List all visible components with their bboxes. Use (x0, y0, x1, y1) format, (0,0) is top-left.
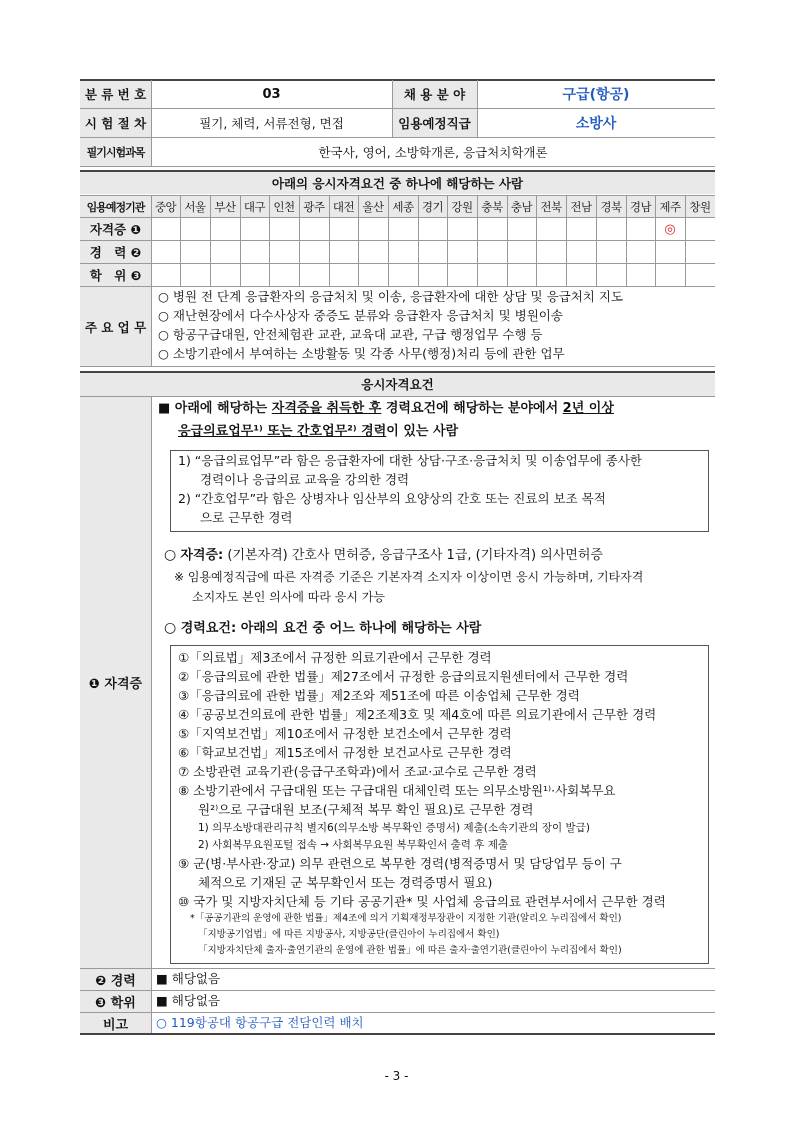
experience-item: ⑨ 군(병·부사관·장교) 의무 관련으로 복무한 경력(병적증명서 및 담당업무 등이 구 (178, 856, 622, 871)
region-name: 부산 (214, 199, 236, 214)
region-name: 충북 (481, 199, 503, 214)
region-mark (447, 264, 477, 286)
region-name: 중앙 (154, 199, 177, 214)
region-name: 창원 (689, 199, 711, 214)
duties-label: 주 요 업 무 (84, 319, 147, 335)
degree-label: ❸ 학위 (95, 996, 136, 1011)
region-mark (269, 218, 299, 240)
experience-item: ⑦ 소방관련 교육기관(응급구조학과)에서 조교·교수로 근무한 경력 (178, 764, 537, 779)
main-requirement-line2: 응급의료업무¹⁾ 또는 간호업무²⁾ 경력이 있는 사람 (178, 424, 459, 439)
region-mark (210, 218, 240, 240)
region-mark (596, 241, 626, 263)
definition-2-cont: 으로 근무한 경력 (200, 510, 293, 525)
region-name: 울산 (362, 199, 384, 214)
experience-footnote: 「지방자치단체 출자·출연기관의 운영에 관한 법률」에 따른 출자·출연기관(클린아이 누리집에서 확인) (198, 945, 622, 956)
experience-item-cont: 원²⁾으로 구급대원 보조(구체적 복무 확인 필요)로 근무한 경력 (198, 802, 534, 817)
cert-note-cont: 소지자도 본인 의사에 따라 응시 가능 (192, 590, 385, 604)
remark-value: ○ 119항공대 항공구급 전담인력 배치 (156, 1015, 364, 1030)
region-mark (269, 264, 299, 286)
region-name: 충남 (510, 199, 533, 214)
region-mark (626, 218, 655, 240)
rank-value: 소방사 (575, 116, 617, 132)
region-mark (566, 218, 596, 240)
field-value: 구급(항공) (562, 87, 630, 103)
region-mark (299, 241, 329, 263)
experience-item: ⑩ 국가 및 지방자치단체 등 기타 공공기관* 및 사업체 응급의료 관련부서에서 근무한 경력 (178, 894, 666, 909)
region-mark (477, 218, 507, 240)
region-mark (240, 218, 269, 240)
duty-item: ○ 소방기관에서 부여하는 소방활동 및 각종 사무(행정)처리 등에 관한 업무 (158, 346, 565, 361)
region-mark (180, 241, 210, 263)
experience-item: ②「응급의료에 관한 법률」제27조에서 규정한 응급의료지원센터에서 근무한 경력 (178, 669, 629, 684)
main-requirement-line1: ■ 아래에 해당하는 자격증을 취득한 후 경력요건에 해당하는 분야에서 2년 이상 (158, 401, 614, 416)
region-row-header: 임용예정기관 (86, 200, 145, 214)
page-number: - 3 - (384, 1069, 409, 1083)
region-mark (358, 241, 388, 263)
region-mark (566, 264, 596, 286)
region-mark (299, 264, 329, 286)
region-mark (358, 218, 388, 240)
definition-2: 2) “간호업무”라 함은 상병자나 임산부의 요양상의 간호 또는 진료의 보조 목적 (178, 491, 606, 506)
region-mark (685, 218, 715, 240)
experience-item: ⑥「학교보건법」제15조에서 규정한 보건교사로 근무한 경력 (178, 745, 512, 760)
region-mark (477, 241, 507, 263)
experience-subitem: 1) 의무소방대관리규칙 별지6(의무소방 복무확인 증명서) 제출(소속기관의 장이 발급) (198, 822, 590, 834)
region-mark (151, 241, 180, 263)
region-mark (507, 241, 536, 263)
region-name: 인천 (273, 199, 295, 214)
region-mark (210, 264, 240, 286)
region-mark (507, 264, 536, 286)
experience-item-cont: 체적으로 기재된 군 복무확인서 또는 경력증명서 필요) (198, 875, 493, 890)
duty-item: ○ 재난현장에서 다수사상자 중증도 분류와 응급환자 응급처치 및 병원이송 (158, 308, 563, 323)
subjects-label: 필기시험과목 (86, 146, 145, 159)
region-mark (240, 241, 269, 263)
definition-1-cont: 경력이나 응급의료 교육을 강의한 경력 (200, 472, 410, 487)
region-name: 광주 (303, 199, 325, 214)
region-mark (418, 218, 447, 240)
cert-label: ❶ 자격증 (88, 677, 143, 692)
circle-icon: ○ (164, 620, 177, 636)
career-label: ❷ 경력 (95, 974, 136, 989)
region-row-label: 경 력 ❷ (89, 245, 142, 260)
cert-line: ○ 자격증: (기본자격) 간호사 면허증, 응급구조사 1급, (기타자격) 의사면허증 (164, 547, 603, 563)
region-mark (655, 241, 685, 263)
region-name: 대전 (332, 199, 355, 214)
region-mark (388, 264, 418, 286)
region-name: 전남 (570, 199, 592, 214)
subjects-value: 한국사, 영어, 소방학개론, 응급처치학개론 (318, 145, 548, 160)
region-mark (566, 241, 596, 263)
experience-footnote: 「지방공기업법」에 따른 지방공사, 지방공단(클린아이 누리집에서 확인) (198, 929, 500, 940)
experience-item: ⑤「지역보건법」제10조에서 규정한 보건소에서 근무한 경력 (178, 726, 512, 741)
circle-icon: ○ (164, 547, 177, 563)
experience-item: ⑧ 소방기관에서 구급대원 또는 구급대원 대체인력 또는 의무소방원¹⁾·사회복무요 (178, 783, 616, 798)
region-mark (180, 264, 210, 286)
region-mark (329, 241, 358, 263)
region-name: 서울 (184, 199, 206, 214)
class-no-value: 03 (262, 86, 281, 102)
region-name: 경남 (629, 199, 652, 214)
requirements-title: 응시자격요건 (361, 377, 434, 392)
experience-item: ④「공공보건의료에 관한 법률」제2조제3호 및 제4호에 따른 의료기관에서 근무한 경력 (178, 707, 657, 722)
region-mark (596, 218, 626, 240)
region-mark (685, 264, 715, 286)
region-name: 대구 (243, 199, 266, 214)
region-mark (240, 264, 269, 286)
career-value: ■ 해당없음 (156, 971, 221, 986)
region-mark (418, 264, 447, 286)
cert-note: ※ 임용예정직급에 따른 자격증 기준은 기본자격 소지자 이상이면 응시 가능하며, 기타자격 (174, 570, 644, 584)
region-name: 전북 (540, 199, 562, 214)
region-mark (507, 218, 536, 240)
duty-item: ○ 항공구급대원, 안전체험관 교관, 교육대 교관, 구급 행정업무 수행 등 (158, 327, 543, 342)
region-mark (477, 264, 507, 286)
experience-title: ○ 경력요건: 아래의 요건 중 어느 하나에 해당하는 사람 (164, 620, 482, 636)
exam-value: 필기, 체력, 서류전형, 면접 (199, 116, 344, 131)
degree-value: ■ 해당없음 (156, 993, 221, 1008)
region-mark (299, 218, 329, 240)
region-mark (210, 241, 240, 263)
region-mark (329, 218, 358, 240)
region-mark (329, 264, 358, 286)
region-mark (626, 241, 655, 263)
duty-item: ○ 병원 전 단계 응급환자의 응급처치 및 이송, 응급환자에 대한 상담 및 응급처치 지도 (158, 289, 624, 304)
region-mark: ◎ (664, 221, 676, 237)
region-mark (447, 218, 477, 240)
region-mark (626, 264, 655, 286)
region-name: 경기 (421, 199, 444, 214)
region-mark (536, 218, 566, 240)
region-row-label: 자격증 ❶ (89, 222, 142, 237)
region-mark (536, 264, 566, 286)
region-mark (269, 241, 299, 263)
experience-item: ③「응급의료에 관한 법률」제2조와 제51조에 따른 이송업체 근무한 경력 (178, 688, 580, 703)
region-mark (685, 241, 715, 263)
region-name: 경북 (600, 199, 622, 214)
region-table-title: 아래의 응시자격요건 중 하나에 해당하는 사람 (271, 176, 524, 191)
field-label: 채 용 분 야 (403, 87, 466, 102)
region-mark (180, 218, 210, 240)
region-mark (596, 264, 626, 286)
definition-1: 1) “응급의료업무”라 함은 응급환자에 대한 상담·구조·응급처치 및 이송업무에 종사한 (178, 453, 642, 468)
region-mark (655, 264, 685, 286)
region-name: 세종 (392, 199, 414, 214)
experience-footnote: *「공공기관의 운영에 관한 법률」제4조에 의거 기획재정부장관이 지정한 기관(알리오 누리집에서 확인) (190, 913, 622, 924)
experience-subitem: 2) 사회복무요원포털 접속 → 사회복무요원 복무확인서 출력 후 제출 (198, 839, 508, 851)
region-row-label: 학 위 ❸ (89, 268, 142, 283)
experience-item: ①「의료법」제3조에서 규정한 의료기관에서 근무한 경력 (178, 650, 492, 665)
region-mark (151, 218, 180, 240)
region-mark (418, 241, 447, 263)
region-mark (536, 241, 566, 263)
region-name: 강원 (451, 199, 473, 214)
remark-label: 비고 (102, 1017, 129, 1033)
exam-label: 시 험 절 차 (84, 116, 147, 131)
region-mark (151, 264, 180, 286)
region-mark (447, 241, 477, 263)
region-mark (388, 241, 418, 263)
region-mark (388, 218, 418, 240)
region-mark (358, 264, 388, 286)
rank-label: 임용예정직급 (398, 116, 471, 131)
region-name: 제주 (659, 199, 681, 214)
class-no-label: 분 류 번 호 (84, 87, 147, 102)
